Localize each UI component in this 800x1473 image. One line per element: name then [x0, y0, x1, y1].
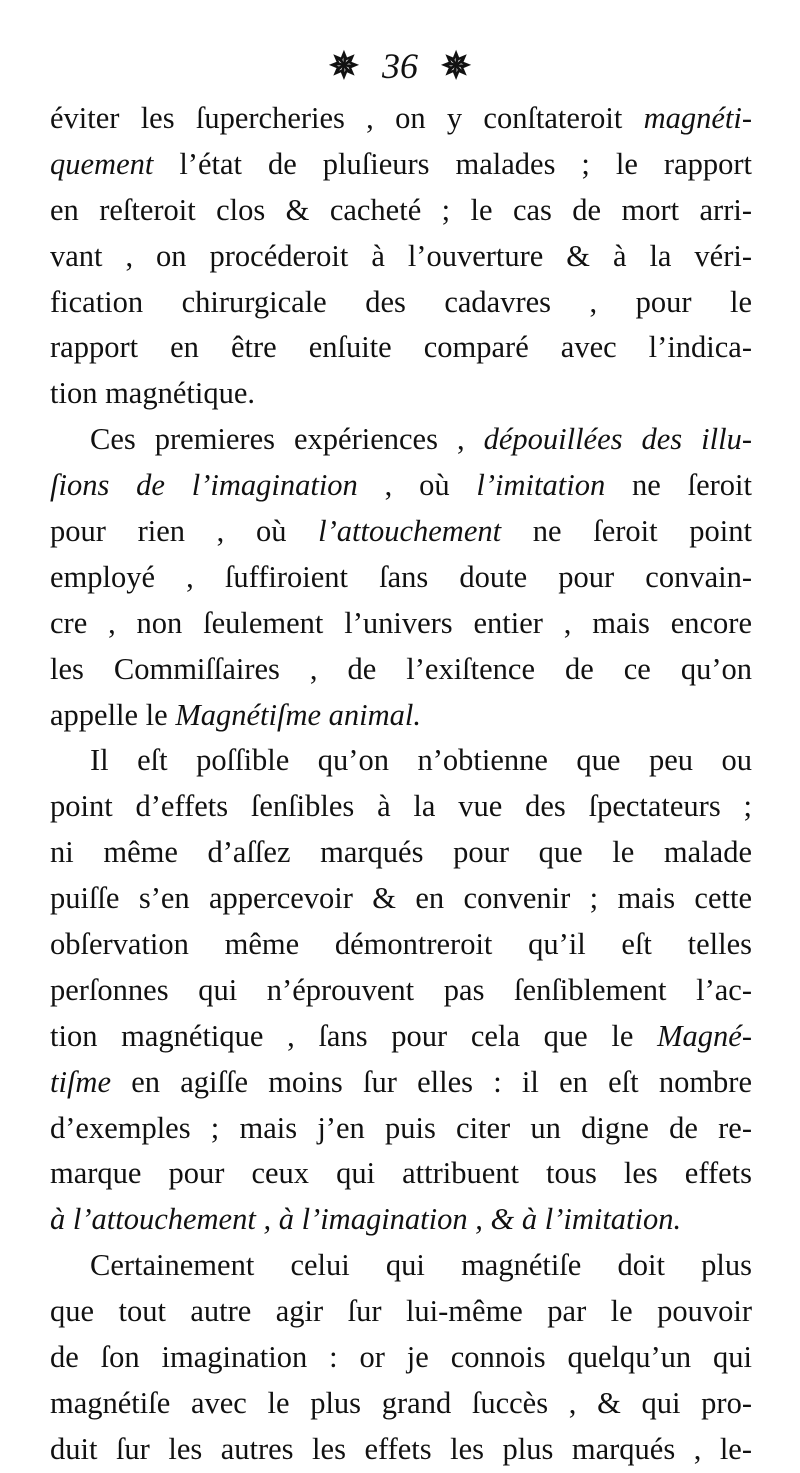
text-line: [50, 693, 752, 739]
text-segment: l’état de pluſieurs malades ; le rapport: [153, 146, 752, 181]
text-segment: appelle le: [50, 697, 176, 732]
text-line: [50, 509, 752, 555]
text-segment: les Commiſſaires , de l’exiſtence de ce qu’on: [50, 651, 752, 686]
italic-text: l’imitation: [476, 468, 606, 503]
page-body-text: [50, 96, 752, 1473]
page-header: [0, 42, 800, 86]
text-segment: cre , non ſeulement l’univers entier , mais encore: [50, 605, 752, 640]
text-segment: puiſſe s’en appercevoir & en convenir ; mais cette: [50, 881, 752, 916]
text-line: [50, 601, 752, 647]
text-line: [50, 647, 752, 693]
text-line: [50, 968, 752, 1014]
italic-text: ſions de l’imagination: [50, 468, 358, 503]
text-line: [50, 96, 752, 142]
text-line: [50, 142, 752, 188]
text-segment: perſonnes qui n’éprouvent pas ſenſiblement l’ac-: [50, 972, 752, 1007]
italic-text: l’attouchement: [318, 514, 502, 549]
text-line: [50, 188, 752, 234]
text-segment: pour rien , où: [50, 514, 319, 549]
text-line: [50, 1289, 752, 1335]
text-segment: marque pour ceux qui attribuent tous les effets: [50, 1156, 752, 1191]
text-segment: d’exemples ; mais j’en puis citer un digne de re-: [50, 1110, 752, 1145]
italic-text: magnéti-: [643, 101, 752, 135]
text-line: [50, 922, 752, 968]
text-segment: ni même d’aſſez marqués pour que le malade: [50, 835, 752, 870]
text-segment: en agiſſe moins ſur elles : il en eſt nombre: [111, 1064, 752, 1099]
text-line: [50, 830, 752, 876]
text-line: [50, 1335, 752, 1381]
italic-text: quement: [50, 146, 154, 181]
italic-text: à l’attouchement , à l’imagination , & à l’imitation.: [50, 1202, 682, 1237]
text-line: [50, 234, 752, 280]
text-line: [50, 1427, 752, 1473]
text-line: [50, 555, 752, 601]
ornament-right-icon: ✵: [441, 45, 472, 86]
text-line: [50, 1106, 752, 1152]
ornament-left-icon: ✵: [328, 45, 359, 86]
text-segment: de ſon imagination : or je connois quelqu’un qui: [50, 1340, 752, 1375]
text-line: [50, 876, 752, 922]
text-segment: rapport en être enſuite comparé avec l’indica-: [50, 330, 752, 365]
text-line: [50, 784, 752, 830]
text-segment: éviter les ſupercheries , on y conſtateroit: [50, 101, 644, 135]
text-line: [50, 1060, 752, 1106]
italic-text: tiſme: [50, 1064, 111, 1099]
text-line: [50, 417, 752, 463]
text-segment: Ces premieres expériences ,: [90, 422, 484, 457]
text-segment: ne ſeroit: [605, 468, 753, 503]
text-segment: magnétiſe avec le plus grand ſuccès , & qui pro-: [50, 1385, 752, 1420]
text-segment: , où: [357, 468, 477, 503]
text-line: [50, 1014, 752, 1060]
text-line: [50, 1197, 752, 1243]
text-line: [50, 1381, 752, 1427]
text-segment: tion magnétique , ſans pour cela que le: [50, 1018, 658, 1053]
text-line: [50, 371, 752, 417]
text-line: [50, 463, 752, 509]
text-segment: employé , ſuffiroient ſans doute pour convain-: [50, 559, 752, 594]
text-segment: fication chirurgicale des cadavres , pour le: [50, 284, 752, 319]
text-segment: Certainement celui qui magnétiſe doit plus: [90, 1248, 752, 1283]
italic-text: dépouillées des illu-: [483, 422, 752, 457]
text-segment: Il eſt poſſible qu’on n’obtienne que peu ou: [90, 743, 752, 778]
text-line: [50, 280, 752, 326]
text-line: [50, 325, 752, 371]
text-segment: duit ſur les autres les effets les plus marqués , le-: [50, 1431, 752, 1466]
text-segment: vant , on procéderoit à l’ouverture & à la véri-: [50, 238, 752, 273]
text-line: [50, 1243, 752, 1289]
text-segment: tion magnétique.: [50, 376, 255, 411]
text-segment: que tout autre agir ſur lui-même par le pouvoir: [50, 1294, 752, 1329]
text-segment: ne ſeroit point: [501, 514, 752, 549]
page-number: 36: [382, 45, 418, 86]
text-segment: obſervation même démontreroit qu’il eſt telles: [50, 927, 752, 962]
italic-text: Magnétiſme animal.: [175, 697, 421, 732]
text-segment: en reſteroit clos & cacheté ; le cas de mort arri-: [50, 192, 752, 227]
text-line: [50, 738, 752, 784]
text-line: [50, 1151, 752, 1197]
italic-text: Magné-: [657, 1018, 752, 1053]
text-segment: point d’effets ſenſibles à la vue des ſpectateurs ;: [50, 789, 752, 824]
